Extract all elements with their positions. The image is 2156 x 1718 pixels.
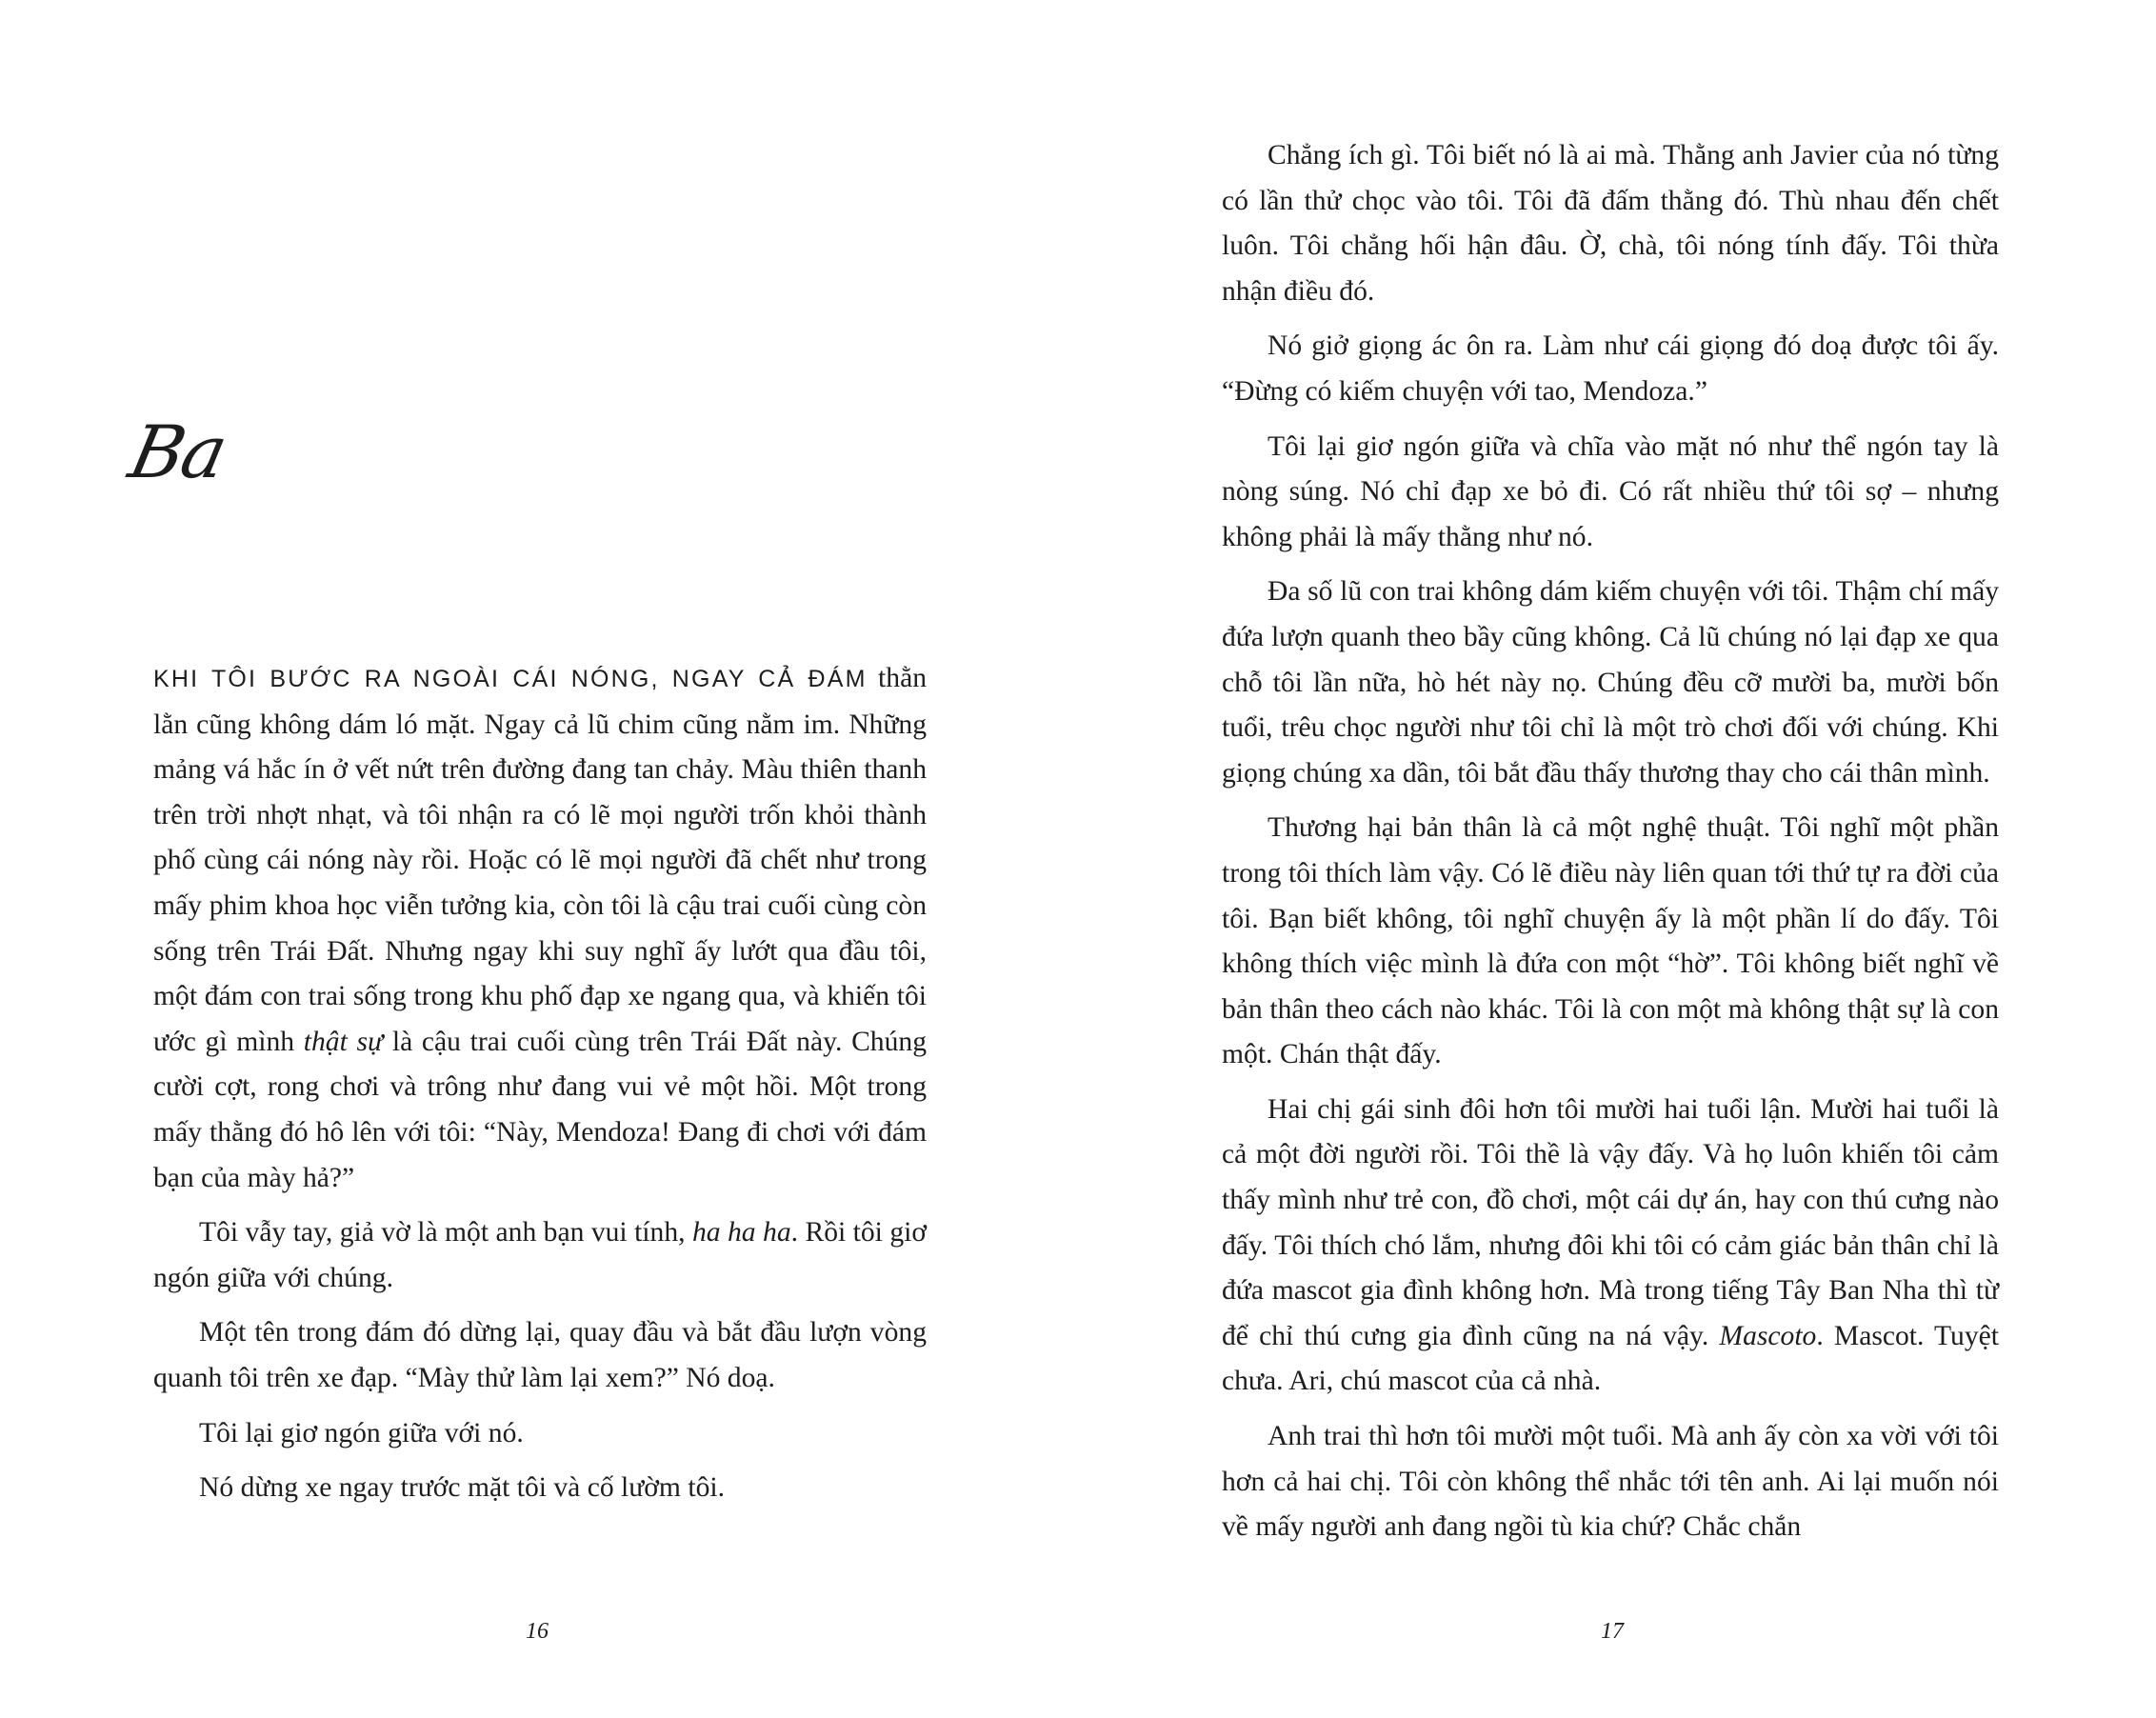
page-number: 17 bbox=[1601, 1619, 1624, 1644]
paragraph-text: . Rồi tôi giơ ngón giữa với chúng. bbox=[153, 1217, 928, 1293]
emphasis-text: thật sự bbox=[303, 1026, 384, 1057]
paragraph: Nó dừng xe ngay trước mặt tôi và cố lườm tôi. bbox=[199, 1472, 725, 1504]
paragraph: Anh trai thì hơn tôi mười một tuổi. Mà anh ấy còn xa vời với tôi hơn cả hai chị. Tôi còn không thể nhắc tới tên anh. Ai lại muốn nói về mấy người anh đang ngồi tù kia chứ? Chắc chắn bbox=[1222, 1421, 1999, 1543]
emphasis-text: ha ha ha bbox=[691, 1217, 791, 1249]
paragraph: Một tên trong đám đó dừng lại, quay đầu và bắt đầu lượn vòng quanh tôi trên xe đạp. “Mày thử làm lại xem?” Nó doạ. bbox=[153, 1317, 927, 1393]
paragraph-text: . Mascot. Tuyệt chưa. Ari, chú mascot của cả nhà. bbox=[1222, 1320, 1999, 1397]
paragraph-text: Tôi vẫy tay, giả vờ là một anh bạn vui tính, bbox=[199, 1217, 692, 1249]
paragraph bbox=[1222, 1088, 1999, 1405]
paragraph: Thương hại bản thân là cả một nghệ thuật. Tôi nghĩ một phần trong tôi thích làm vậy. Có lẽ điều này liên quan tới thứ tự ra đời của tôi. Bạn biết không, tôi nghĩ chuyện ấy là một phần lí do đấy. Tôi không thích việc mình là đứa con một “hờ”. Tôi không biết nghĩ về bản thân theo cách nào khác. Tôi là con một mà không thật sự là con một. Chán thật đấy. bbox=[1222, 812, 1999, 1070]
paragraph bbox=[153, 656, 927, 1201]
emphasis-text: Mascoto bbox=[1719, 1320, 1817, 1351]
right-page bbox=[1078, 0, 2156, 1718]
paragraph: Tôi lại giơ ngón giữa và chĩa vào mặt nó như thể ngón tay là nòng súng. Nó chỉ đạp xe bỏ đi. Có rất nhiều thứ tôi sợ – nhưng không phải là mấy thằng như nó. bbox=[1222, 430, 1999, 552]
paragraph-text: Hai chị gái sinh đôi hơn tôi mười hai tuổi lận. Mười hai tuổi là cả một đời người rồi. Tôi thề là vậy đấy. Và họ luôn khiến tôi cảm thấy mình như trẻ con, đồ chơi, một cái dự án, hay con thú cưng nào đấy. Tôi thích chó lắm, nhưng đôi khi tôi có cảm giác bản thân chỉ là đứa mascot gia đình không hơn. Mà trong tiếng Tây Ban Nha thì từ để chỉ thú cưng gia đình cũng na ná vậy. bbox=[1222, 1093, 1999, 1351]
left-page-body bbox=[153, 656, 927, 1521]
paragraph-text: là cậu trai cuối cùng trên Trái Đất này. Chúng cười cợt, rong chơi và trông như đang vui vẻ một hồi. Một trong mấy thằng đó hô lên với tôi: “Này, Mendoza! Đang đi chơi với đám bạn của mày hả?” bbox=[153, 1026, 927, 1193]
page-number: 16 bbox=[526, 1619, 549, 1644]
right-page-body bbox=[1222, 133, 1999, 1560]
paragraph: Đa số lũ con trai không dám kiếm chuyện với tôi. Thậm chí mấy đứa lượn quanh theo bầy cũng không. Cả lũ chúng nó lại đạp xe qua chỗ tôi lần nữa, hò hét này nọ. Chúng đều cỡ mười ba, mười bốn tuổi, trêu chọc người như tôi chỉ là một trò chơi đối với chúng. Khi giọng chúng xa dần, tôi bắt đầu thấy thương thay cho cái thân mình. bbox=[1222, 576, 1999, 789]
paragraph: Tôi lại giơ ngón giữa với nó. bbox=[199, 1417, 524, 1448]
chapter-opening-caps: KHI TÔI BƯỚC RA NGOÀI CÁI NÓNG, NGAY CẢ ĐÁM bbox=[153, 666, 868, 692]
paragraph: Nó giở giọng ác ôn ra. Làm như cái giọng đó doạ được tôi ấy. “Đừng có kiếm chuyện với tao, Mendoza.” bbox=[1222, 330, 1999, 407]
paragraph-text: thằn lằn cũng không dám ló mặt. Ngay cả lũ chim cũng nằm im. Những mảng vá hắc ín ở vết nứt trên đường đang tan chảy. Màu thiên thanh trên trời nhợt nhạt, và tôi nhận ra có lẽ mọi người trốn khỏi thành phố cùng cái nóng này rồi. Hoặc có lẽ mọi người đã chết như trong mấy phim khoa học viễn tưởng kia, còn tôi là cậu trai cuối cùng còn sống trên Trái Đất. Nhưng ngay khi suy nghĩ ấy lướt qua đầu tôi, một đám con trai sống trong khu phố đạp xe ngang qua, và khiến tôi ước gì mình bbox=[153, 663, 927, 1057]
paragraph bbox=[153, 1210, 927, 1301]
chapter-title: Ba bbox=[122, 410, 233, 494]
paragraph: Chẳng ích gì. Tôi biết nó là ai mà. Thằng anh Javier của nó từng có lần thử chọc vào tôi. Tôi đã đấm thằng đó. Thù nhau đến chết luôn. Tôi chẳng hối hận đâu. Ờ, chà, tôi nóng tính đấy. Tôi thừa nhận điều đó. bbox=[1222, 140, 1999, 307]
